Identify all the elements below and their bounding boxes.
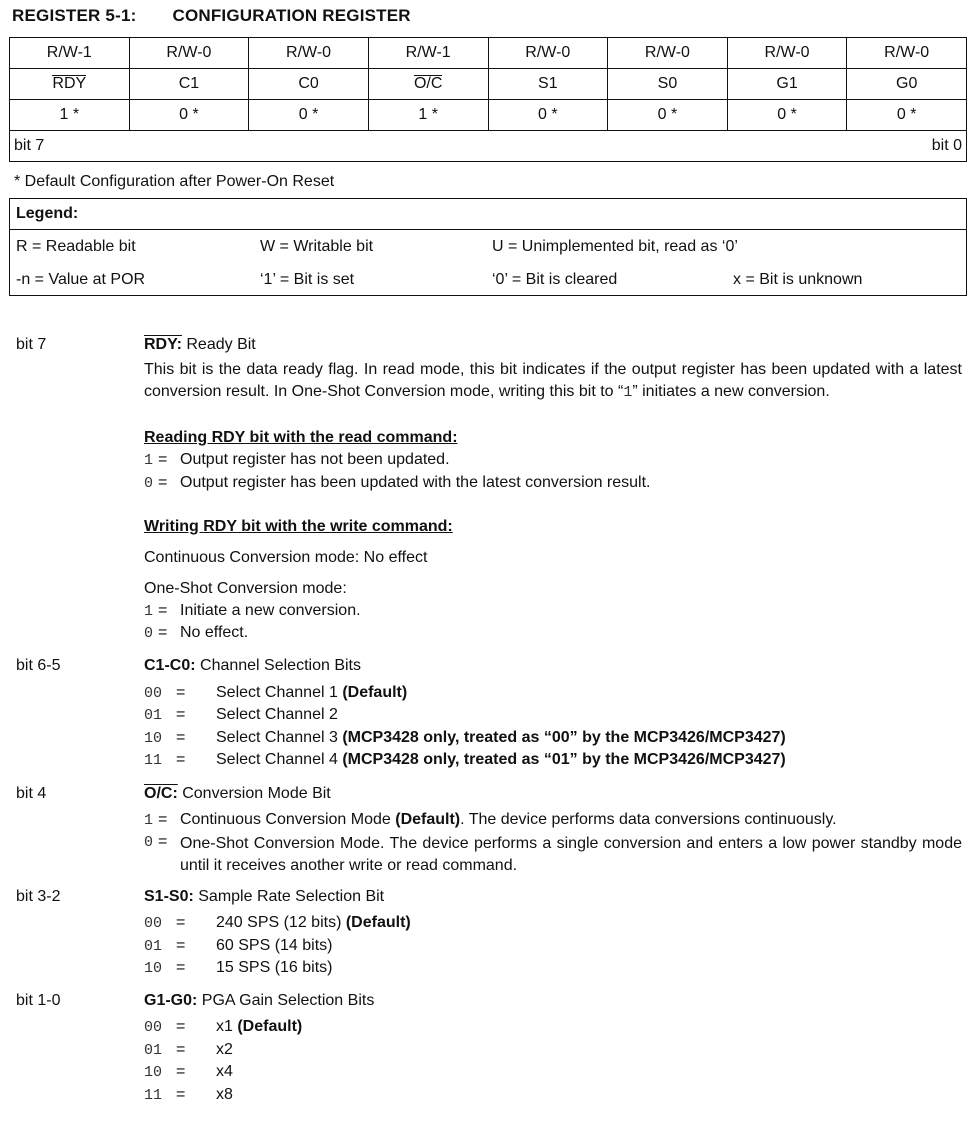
read-header — [144, 429, 458, 447]
option-text: Select Channel 1 — [216, 684, 343, 701]
legend-readable: R = Readable bit — [16, 238, 136, 255]
equals: = — [176, 1063, 186, 1080]
access-cell: R/W-0 — [129, 38, 249, 69]
bit7-desc-code: 1 — [623, 384, 633, 401]
gain-option — [144, 1063, 233, 1081]
equals: = — [176, 706, 186, 723]
channel-option — [144, 684, 407, 702]
option-code: 10 — [144, 730, 163, 747]
bit65-title: Channel Selection Bits — [195, 657, 361, 674]
bit10-label: bit 1-0 — [16, 992, 61, 1009]
read-option-0 — [144, 474, 651, 492]
option-code: 00 — [144, 685, 163, 702]
default-cell: 0 * — [129, 100, 249, 131]
option-code: 01 — [144, 938, 163, 955]
rate-option — [144, 937, 333, 955]
read-header-a: Reading — [144, 429, 212, 446]
equals: = — [176, 1086, 186, 1103]
write-header-c: bit with the write command: — [236, 518, 453, 535]
default-cell: 0 * — [249, 100, 369, 131]
channel-option — [144, 751, 786, 769]
bit65-name: C1-C0: — [144, 657, 196, 674]
option-code: 01 — [144, 707, 163, 724]
option-text: 240 SPS (12 bits) — [216, 914, 346, 931]
bit-name-cell: C0 — [249, 69, 369, 100]
legend-unimplemented: U = Unimplemented bit, read as ‘0’ — [492, 238, 738, 255]
default-cell: 0 * — [608, 100, 728, 131]
write-header-rdy: RDY — [203, 518, 237, 535]
bit7-title: Ready Bit — [181, 336, 256, 353]
option-code: 11 — [144, 752, 163, 769]
register-name: CONFIGURATION REGISTER — [172, 6, 411, 25]
equals: = — [176, 937, 186, 954]
option-note: (Default) — [345, 914, 411, 931]
continuous-mode-text: Continuous Conversion mode: No effect — [144, 549, 428, 566]
bit-name-cell: G0 — [847, 69, 967, 100]
legend-divider — [10, 229, 966, 230]
legend-header: Legend: — [16, 205, 79, 222]
read-header-c: bit with the read command: — [245, 429, 458, 446]
equals: = — [158, 833, 168, 850]
option-text: Continuous Conversion Mode — [180, 811, 396, 828]
option-text: Select Channel 4 — [216, 751, 343, 768]
option-note: (Default) — [395, 811, 461, 828]
bit7-heading — [144, 336, 256, 354]
equals: = — [176, 1018, 186, 1035]
mode-option-1 — [144, 811, 837, 829]
gain-option — [144, 1041, 233, 1059]
bit-right-label: bit 0 — [931, 137, 962, 154]
legend-writable: W = Writable bit — [260, 238, 374, 255]
gain-option — [144, 1086, 233, 1104]
write-0-text: No effect. — [180, 624, 249, 641]
bit-name-oc: O/C — [413, 75, 443, 92]
equals: = — [176, 751, 186, 768]
bit-name-cell: G1 — [727, 69, 847, 100]
write-option-0 — [144, 624, 248, 642]
equals: = — [176, 914, 186, 931]
write-1-code: 1 — [144, 603, 154, 620]
register-number: REGISTER 5-1: — [12, 6, 137, 25]
channel-option — [144, 706, 338, 724]
bit-name-cell: S1 — [488, 69, 608, 100]
bit4-title: Conversion Mode Bit — [177, 785, 331, 802]
equals: = — [158, 811, 168, 828]
bit-name-cell — [368, 69, 488, 100]
name-row — [10, 69, 967, 100]
write-0-code: 0 — [144, 625, 154, 642]
default-note: * Default Configuration after Power-On Reset — [14, 173, 335, 190]
bit-left-label: bit 7 — [14, 137, 45, 154]
bit4-name: O/C: — [144, 785, 178, 802]
option-note: (MCP3428 only, treated as “01” by the MCP3426/MCP3427) — [342, 751, 786, 768]
write-1-text: Initiate a new conversion. — [180, 602, 361, 619]
access-cell: R/W-1 — [10, 38, 130, 69]
read-0-code: 0 — [144, 475, 154, 492]
option-code: 1 — [144, 812, 154, 829]
legend-unknown: x = Bit is unknown — [733, 271, 863, 288]
bit7-desc-b: ” initiates a new conversion. — [632, 383, 830, 400]
write-header-a: Writing — [144, 518, 204, 535]
access-cell: R/W-0 — [608, 38, 728, 69]
option-text: x1 — [216, 1018, 238, 1035]
option-note: (Default) — [342, 684, 408, 701]
default-cell: 0 * — [488, 100, 608, 131]
bit-name-cell: S0 — [608, 69, 728, 100]
bit7-desc-a: This bit is the data ready flag. In read mode, this bit indicates if the output register has been updated with a latest conversion result. In One-Shot Conversion mode, writing this bit to “ — [144, 361, 962, 400]
access-row — [10, 38, 967, 69]
equals: = — [158, 624, 168, 641]
option-code: 10 — [144, 960, 163, 977]
option-text: x8 — [216, 1086, 233, 1103]
option-text: One-Shot Conversion Mode. The device performs a single conversion and enters a low power standby mode until it receives another write or read command. — [180, 835, 962, 874]
rate-option — [144, 914, 411, 932]
option-code: 01 — [144, 1042, 163, 1059]
bit32-label: bit 3-2 — [16, 888, 61, 905]
write-option-1 — [144, 602, 361, 620]
bit32-title: Sample Rate Selection Bit — [193, 888, 385, 905]
rate-option — [144, 959, 333, 977]
option-text: x2 — [216, 1041, 233, 1058]
legend-box — [9, 198, 967, 296]
bit10-heading — [144, 992, 374, 1010]
register-table — [9, 37, 967, 162]
bit10-name: G1-G0: — [144, 992, 198, 1009]
read-option-1 — [144, 451, 450, 469]
access-cell: R/W-0 — [847, 38, 967, 69]
gain-option — [144, 1018, 302, 1036]
option-note: (MCP3428 only, treated as “00” by the MCP3426/MCP3427) — [342, 729, 786, 746]
channel-option — [144, 729, 786, 747]
default-cell: 1 * — [10, 100, 130, 131]
option-note: (Default) — [237, 1018, 303, 1035]
option-code: 10 — [144, 1064, 163, 1081]
legend-cleared: ‘0’ = Bit is cleared — [492, 271, 618, 288]
option-text: 15 SPS (16 bits) — [216, 959, 333, 976]
write-header — [144, 518, 453, 536]
option-code: 11 — [144, 1087, 163, 1104]
option-code: 00 — [144, 915, 163, 932]
bit7-name: RDY: — [144, 336, 182, 353]
default-cell: 1 * — [368, 100, 488, 131]
legend-por: -n = Value at POR — [16, 271, 146, 288]
register-title — [12, 6, 411, 26]
option-text: Select Channel 2 — [216, 706, 338, 723]
option-text: 60 SPS (14 bits) — [216, 937, 333, 954]
equals: = — [176, 684, 186, 701]
bit7-description — [144, 359, 962, 404]
bit-name-cell — [10, 69, 130, 100]
access-cell: R/W-0 — [249, 38, 369, 69]
access-cell: R/W-0 — [488, 38, 608, 69]
equals: = — [176, 729, 186, 746]
read-0-text: Output register has been updated with the latest conversion result. — [180, 474, 651, 491]
access-cell: R/W-1 — [368, 38, 488, 69]
option-text-tail: . The device performs data conversions continuously. — [460, 811, 837, 828]
option-text: Select Channel 3 — [216, 729, 343, 746]
default-cell: 0 * — [727, 100, 847, 131]
equals: = — [158, 474, 168, 491]
bit65-label: bit 6-5 — [16, 657, 61, 674]
equals: = — [176, 959, 186, 976]
bit4-label: bit 4 — [16, 785, 47, 802]
bit32-heading — [144, 888, 384, 906]
access-cell: R/W-0 — [727, 38, 847, 69]
read-1-code: 1 — [144, 452, 154, 469]
bit-name-cell: C1 — [129, 69, 249, 100]
bit-range-row — [10, 131, 967, 162]
option-code: 00 — [144, 1019, 163, 1036]
bit4-heading — [144, 785, 331, 803]
bit-range-cell — [10, 131, 967, 162]
bit7-label: bit 7 — [16, 336, 47, 353]
equals: = — [158, 451, 168, 468]
bit10-title: PGA Gain Selection Bits — [197, 992, 375, 1009]
default-row — [10, 100, 967, 131]
bit-name-rdy: RDY — [52, 75, 87, 92]
legend-set: ‘1’ = Bit is set — [260, 271, 355, 288]
bit65-heading — [144, 657, 361, 675]
default-cell: 0 * — [847, 100, 967, 131]
oneshot-mode-text: One-Shot Conversion mode: — [144, 580, 347, 597]
equals: = — [176, 1041, 186, 1058]
read-1-text: Output register has not been updated. — [180, 451, 450, 468]
option-code: 0 — [144, 834, 154, 851]
bit32-name: S1-S0: — [144, 888, 194, 905]
equals: = — [158, 602, 168, 619]
option-text: x4 — [216, 1063, 233, 1080]
read-header-rdy: RDY — [211, 429, 246, 446]
